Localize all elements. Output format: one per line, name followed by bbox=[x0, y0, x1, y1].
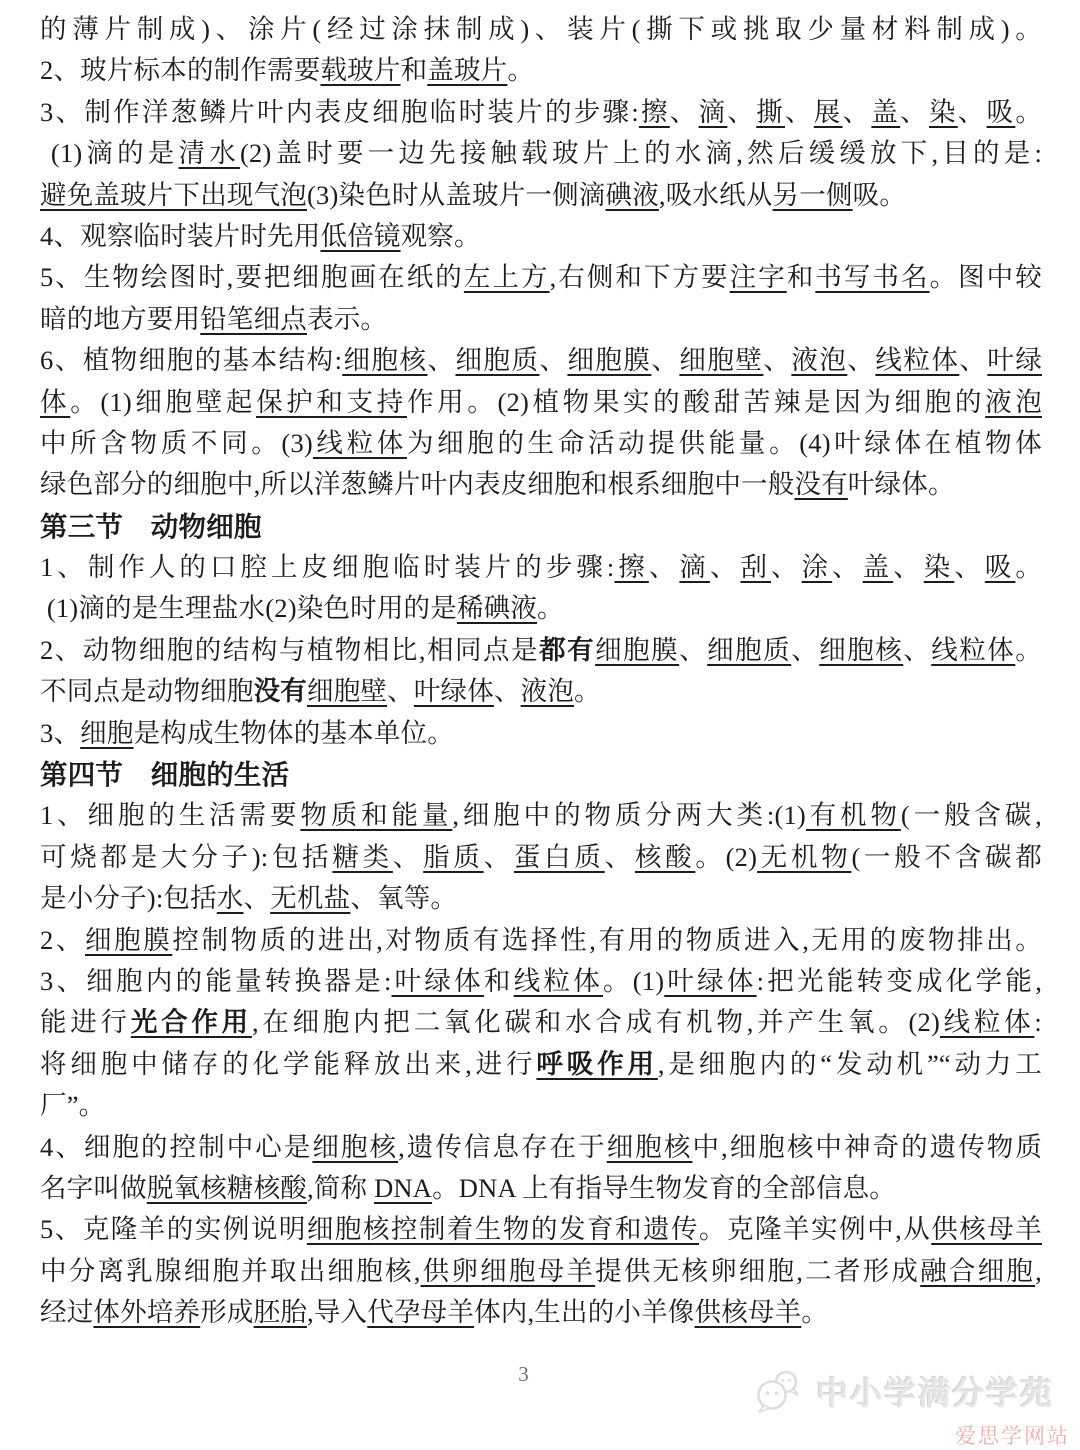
text-run: 。(1) bbox=[603, 965, 665, 996]
underlined-term: 书写书名 bbox=[815, 262, 930, 293]
text-line bbox=[40, 1002, 1042, 1043]
text-run: 5、克隆羊的实例说明 bbox=[40, 1214, 307, 1245]
text-run: 、 bbox=[493, 676, 521, 707]
text-run: 2、动物细胞的结构与植物相比,相同点是 bbox=[40, 634, 540, 665]
text-run: 名字叫做 bbox=[40, 1172, 147, 1203]
underlined-term: 融合细胞 bbox=[920, 1255, 1036, 1286]
text-run: 、 bbox=[900, 96, 929, 127]
text-run: 绿色部分的细胞中,所以洋葱鳞片叶内表皮细胞和根系细胞中一般 bbox=[40, 469, 795, 500]
text-run: 作用。(2)植物果实的酸甜苦辣是因为细胞的 bbox=[406, 386, 986, 417]
underlined-term: 叶绿体 bbox=[664, 965, 757, 996]
underlined-term: 没有 bbox=[794, 469, 848, 500]
text-run: (一般含碳, bbox=[900, 800, 1042, 831]
text-run: ,导入 bbox=[307, 1297, 368, 1328]
text-run: ,简称 bbox=[307, 1172, 375, 1203]
underlined-term: 脱氧核糖核酸 bbox=[146, 1172, 308, 1203]
underlined-term: 线粒体 bbox=[513, 965, 603, 996]
text-run: 、 bbox=[832, 552, 863, 583]
text-run: (1)滴的是 bbox=[40, 138, 179, 169]
text-run: 4、细胞的控制中心是 bbox=[40, 1131, 313, 1162]
site-watermark: 爱思学网站 bbox=[955, 1424, 1070, 1448]
text-run: 、 bbox=[847, 345, 876, 376]
underlined-term: 左上方 bbox=[463, 262, 550, 293]
text-run: 、 bbox=[539, 345, 568, 376]
underlined-term: 细胞质 bbox=[707, 634, 792, 665]
underlined-term: 盖玻片 bbox=[427, 55, 508, 86]
text-run: ,吸水纸从 bbox=[658, 179, 773, 210]
underlined-term: 细胞 bbox=[80, 717, 134, 748]
underlined-term: 另一侧 bbox=[772, 179, 853, 210]
text-run: 、 bbox=[842, 96, 872, 127]
section-heading bbox=[40, 754, 1042, 795]
underlined-term: 碘液 bbox=[605, 179, 659, 210]
text-line bbox=[40, 961, 1042, 1002]
underlined-term: 吸 bbox=[984, 552, 1016, 583]
text-line bbox=[40, 795, 1042, 836]
text-run: 。(1)细胞壁起 bbox=[70, 386, 257, 417]
underlined-term: 脂质 bbox=[423, 841, 484, 872]
text-run: 能进行 bbox=[40, 1007, 131, 1038]
underlined-term: 细胞核 bbox=[606, 1131, 693, 1162]
text-run: 表示。 bbox=[307, 303, 388, 334]
underlined-term: 吸 bbox=[986, 96, 1016, 127]
brand-watermark bbox=[754, 1368, 1054, 1414]
underlined-term: 滴 bbox=[679, 552, 710, 583]
text-run: 3、 bbox=[40, 717, 81, 748]
underlined-term: 细胞核 bbox=[342, 345, 428, 376]
text-run: 和 bbox=[483, 965, 514, 996]
underlined-term: 涂 bbox=[801, 552, 833, 583]
text-run: 。 bbox=[1015, 96, 1042, 127]
text-run: : bbox=[1034, 1007, 1042, 1038]
underlined-term: 体外培养 bbox=[93, 1297, 201, 1328]
text-run: 、 bbox=[957, 96, 987, 127]
text-run: 厂”。 bbox=[40, 1090, 106, 1121]
underlined-term: 染 bbox=[928, 96, 958, 127]
text-line bbox=[40, 257, 1042, 298]
text-run: 、 bbox=[669, 96, 699, 127]
text-run: 。(2) bbox=[695, 841, 758, 872]
text-run: 吸。 bbox=[852, 179, 907, 210]
text-run: 、氧等。 bbox=[350, 883, 458, 914]
underlined-term: 细胞膜 bbox=[595, 634, 680, 665]
text-run: ,右侧和下方要 bbox=[549, 262, 730, 293]
text-run: 。 bbox=[1015, 552, 1042, 583]
underlined-term: 铅笔细点 bbox=[200, 303, 308, 334]
text-line bbox=[40, 50, 1042, 91]
underlined-term: 盖 bbox=[871, 96, 901, 127]
text-run: 。 bbox=[537, 593, 564, 624]
text-line bbox=[40, 464, 1042, 505]
text-run: 、 bbox=[893, 552, 924, 583]
text-run: 、 bbox=[784, 96, 814, 127]
bold-term: 都有 bbox=[539, 634, 596, 665]
text-run: 。 bbox=[574, 676, 601, 707]
underlined-term: 细胞质 bbox=[455, 345, 540, 376]
text-run: 和 bbox=[786, 262, 816, 293]
text-run: 控制物质的进出,对物质有选择性,有用的物质进入,无用的废物排出。 bbox=[172, 924, 1042, 955]
underlined-term: 液泡 bbox=[520, 676, 575, 707]
text-run: ,是细胞内的“发动机”“动力工 bbox=[657, 1048, 1042, 1079]
underlined-term: 细胞核控制着生物的发育和遗传 bbox=[306, 1214, 700, 1245]
chat-bubbles-logo-icon bbox=[754, 1368, 806, 1414]
underlined-term: 滴 bbox=[698, 96, 728, 127]
text-run: 。克隆羊实例中,从 bbox=[699, 1214, 932, 1245]
text-line bbox=[40, 9, 1042, 50]
underlined-term: 叶绿体 bbox=[391, 965, 484, 996]
document-body bbox=[40, 9, 1042, 1334]
underlined-term: 细胞壁 bbox=[679, 345, 764, 376]
text-run: 2、 bbox=[40, 924, 85, 955]
text-run: 叶绿体。 bbox=[847, 469, 955, 500]
text-line bbox=[40, 671, 1042, 712]
text-run: , bbox=[1035, 1255, 1042, 1286]
bold-term: 没有 bbox=[253, 676, 308, 707]
underlined-term: 细胞核 bbox=[819, 634, 904, 665]
underlined-term: 供核母羊 bbox=[694, 1297, 802, 1328]
text-line bbox=[40, 299, 1042, 340]
underlined-term: 注字 bbox=[729, 262, 787, 293]
text-run: 、 bbox=[763, 345, 792, 376]
underlined-term: 代孕母羊 bbox=[367, 1297, 475, 1328]
underlined-term: 稀碘液 bbox=[456, 593, 538, 624]
text-line bbox=[40, 216, 1042, 257]
text-line bbox=[40, 1085, 1042, 1126]
text-run: 、 bbox=[483, 841, 514, 872]
underlined-term: 展 bbox=[813, 96, 843, 127]
text-run: 5、生物绘图时,要把细胞画在纸的 bbox=[40, 262, 464, 293]
text-run: 、 bbox=[387, 676, 414, 707]
text-run: 。 bbox=[801, 1297, 829, 1328]
text-run: 不同点是动物细胞 bbox=[40, 676, 254, 707]
text-run: 中分离乳腺细胞并取出细胞核, bbox=[40, 1255, 421, 1286]
text-line bbox=[40, 1127, 1042, 1168]
text-run: 为细胞的生命活动提供能量。(4)叶绿体在植物体 bbox=[406, 427, 1042, 458]
underlined-term: 线粒体 bbox=[875, 345, 960, 376]
underlined-term: 体 bbox=[40, 386, 71, 417]
underlined-term: 核酸 bbox=[634, 841, 696, 872]
underlined-term: 蛋白质 bbox=[513, 841, 605, 872]
underlined-term: 线粒体 bbox=[940, 1007, 1035, 1038]
text-run: 和 bbox=[400, 55, 428, 86]
text-run: 中,细胞核中神奇的遗传物质 bbox=[692, 1131, 1042, 1162]
underlined-term: 擦 bbox=[614, 552, 649, 583]
text-run: 提供无核卵细胞,二者形成 bbox=[595, 1255, 921, 1286]
text-run: 6、植物细胞的基本结构: bbox=[40, 345, 343, 376]
text-run: ,遗传信息存在于 bbox=[398, 1131, 607, 1162]
text-run: 观察。 bbox=[400, 220, 481, 251]
text-run: 4、观察临时装片时先用 bbox=[40, 220, 321, 251]
text-run: 暗的地方要用 bbox=[40, 303, 201, 334]
text-run: :把光能转变成化学能, bbox=[756, 965, 1042, 996]
text-run: 、 bbox=[903, 634, 932, 665]
underlined-term: DNA bbox=[374, 1172, 433, 1203]
underlined-term: 胚胎 bbox=[253, 1297, 308, 1328]
text-line bbox=[40, 92, 1042, 133]
underlined-term: 撕 bbox=[756, 96, 785, 127]
text-run: 、 bbox=[651, 345, 680, 376]
section-heading bbox=[40, 506, 1042, 547]
text-line bbox=[40, 630, 1042, 671]
underlined-term: 细胞膜 bbox=[84, 924, 173, 955]
text-run: 1、细胞的生活需要 bbox=[40, 800, 301, 831]
underlined-term: 细胞膜 bbox=[567, 345, 652, 376]
underlined-term: 线粒体 bbox=[312, 427, 407, 458]
text-line bbox=[40, 175, 1042, 216]
text-run: 、 bbox=[392, 841, 424, 872]
text-line bbox=[40, 1209, 1042, 1250]
text-run: 形成 bbox=[200, 1297, 254, 1328]
text-line bbox=[40, 713, 1042, 754]
text-line bbox=[40, 878, 1042, 919]
text-line bbox=[40, 1044, 1042, 1085]
underlined-term: 物质和能量 bbox=[300, 800, 453, 831]
underlined-term: 糖类 bbox=[332, 841, 393, 872]
text-run: ,细胞中的物质分两大类:(1) bbox=[452, 800, 806, 831]
text-line bbox=[40, 423, 1042, 464]
underlined-term: 叶绿 bbox=[987, 345, 1042, 376]
text-run: 是构成生物体的基本单位。 bbox=[133, 717, 454, 748]
text-run: 、 bbox=[604, 841, 635, 872]
underlined-term: 液泡 bbox=[985, 386, 1042, 417]
text-run: 、 bbox=[648, 552, 680, 583]
page-number: 3 bbox=[518, 1362, 530, 1386]
underlined-term: 呼吸作用 bbox=[536, 1048, 658, 1079]
text-run: (1)滴的是生理盐水(2)染色时用的是 bbox=[40, 593, 457, 624]
underlined-term: 避免盖玻片下出现气泡 bbox=[40, 179, 307, 210]
underlined-term: 线粒体 bbox=[931, 634, 1016, 665]
underlined-term: 刮 bbox=[740, 552, 772, 583]
text-line bbox=[40, 340, 1042, 381]
text-run: ,在细胞内把二氧化碳和水合成有机物,并产生氧。(2) bbox=[251, 1007, 940, 1038]
underlined-term: 无机物 bbox=[757, 841, 852, 872]
underlined-term: 叶绿体 bbox=[413, 676, 494, 707]
text-run: 。图中较 bbox=[929, 262, 1042, 293]
underlined-term: 染 bbox=[923, 552, 955, 583]
text-run: 1、制作人的口腔上皮细胞临时装片的步骤: bbox=[40, 552, 615, 583]
underlined-term: 液泡 bbox=[791, 345, 848, 376]
text-run: 。 bbox=[1015, 634, 1042, 665]
underlined-term: 低倍镜 bbox=[320, 220, 401, 251]
text-run: 、 bbox=[771, 552, 802, 583]
text-run: 、 bbox=[243, 883, 271, 914]
text-run: (2)盖时要一边先接触载玻片上的水滴,然后缓缓放下,目的是: bbox=[239, 138, 1042, 169]
underlined-term: 载玻片 bbox=[320, 55, 401, 86]
underlined-term: 无机盐 bbox=[270, 883, 351, 914]
text-line bbox=[40, 588, 1042, 629]
text-run: 3、制作洋葱鳞片叶内表皮细胞临时装片的步骤: bbox=[40, 96, 639, 127]
text-run: 第四节 细胞的生活 bbox=[40, 759, 290, 791]
text-run: 的薄片制成)、涂片(经过涂抹制成)、装片(撕下或挑取少量材料制成)。 bbox=[40, 14, 1042, 44]
underlined-term: 盖 bbox=[862, 552, 894, 583]
underlined-term: 细胞核 bbox=[312, 1131, 399, 1162]
underlined-term: 清水 bbox=[178, 138, 240, 169]
text-line bbox=[40, 837, 1042, 878]
text-run: (一般不含碳都 bbox=[851, 841, 1042, 872]
underlined-term: 保护和支持 bbox=[256, 386, 407, 417]
text-run: 。DNA 上有指导生物发育的全部信息。 bbox=[432, 1172, 896, 1203]
text-run: 经过 bbox=[40, 1297, 94, 1328]
underlined-term: 供核母羊 bbox=[931, 1214, 1042, 1245]
underlined-term: 供卵细胞母羊 bbox=[420, 1255, 596, 1286]
text-run: 、 bbox=[954, 552, 985, 583]
text-run: 2、玻片标本的制作需要 bbox=[40, 55, 321, 86]
text-run: 、 bbox=[959, 345, 988, 376]
text-run: (3)染色时从盖玻片一侧滴 bbox=[307, 179, 606, 210]
text-run: 第三节 动物细胞 bbox=[40, 510, 262, 542]
text-run: 可烧都是大分子):包括 bbox=[40, 841, 333, 872]
text-run: 、 bbox=[427, 345, 456, 376]
text-line bbox=[40, 382, 1042, 423]
underlined-term: 光合作用 bbox=[130, 1007, 252, 1038]
text-line bbox=[40, 1292, 1042, 1333]
brand-name: 中小学满分学苑 bbox=[815, 1375, 1054, 1411]
text-run: 将细胞中储存的化学能释放出来,进行 bbox=[40, 1048, 537, 1079]
text-line bbox=[40, 920, 1042, 961]
text-run: 是小分子):包括 bbox=[40, 883, 217, 914]
text-run: 3、细胞内的能量转换器是: bbox=[40, 965, 392, 996]
text-run: 、 bbox=[679, 634, 708, 665]
underlined-term: 擦 bbox=[638, 96, 670, 127]
text-run: 中所含物质不同。(3) bbox=[40, 427, 313, 458]
text-run: 。 bbox=[507, 55, 535, 86]
text-line bbox=[40, 1251, 1042, 1292]
underlined-term: 有机物 bbox=[805, 800, 901, 831]
text-run: 、 bbox=[709, 552, 741, 583]
underlined-term: 水 bbox=[216, 883, 244, 914]
text-line bbox=[40, 133, 1042, 174]
text-run: 、 bbox=[727, 96, 757, 127]
underlined-term: 细胞壁 bbox=[307, 676, 388, 707]
text-line bbox=[40, 547, 1042, 588]
text-line bbox=[40, 1168, 1042, 1209]
text-run: 体内,生出的小羊像 bbox=[474, 1297, 695, 1328]
text-run: 、 bbox=[791, 634, 820, 665]
